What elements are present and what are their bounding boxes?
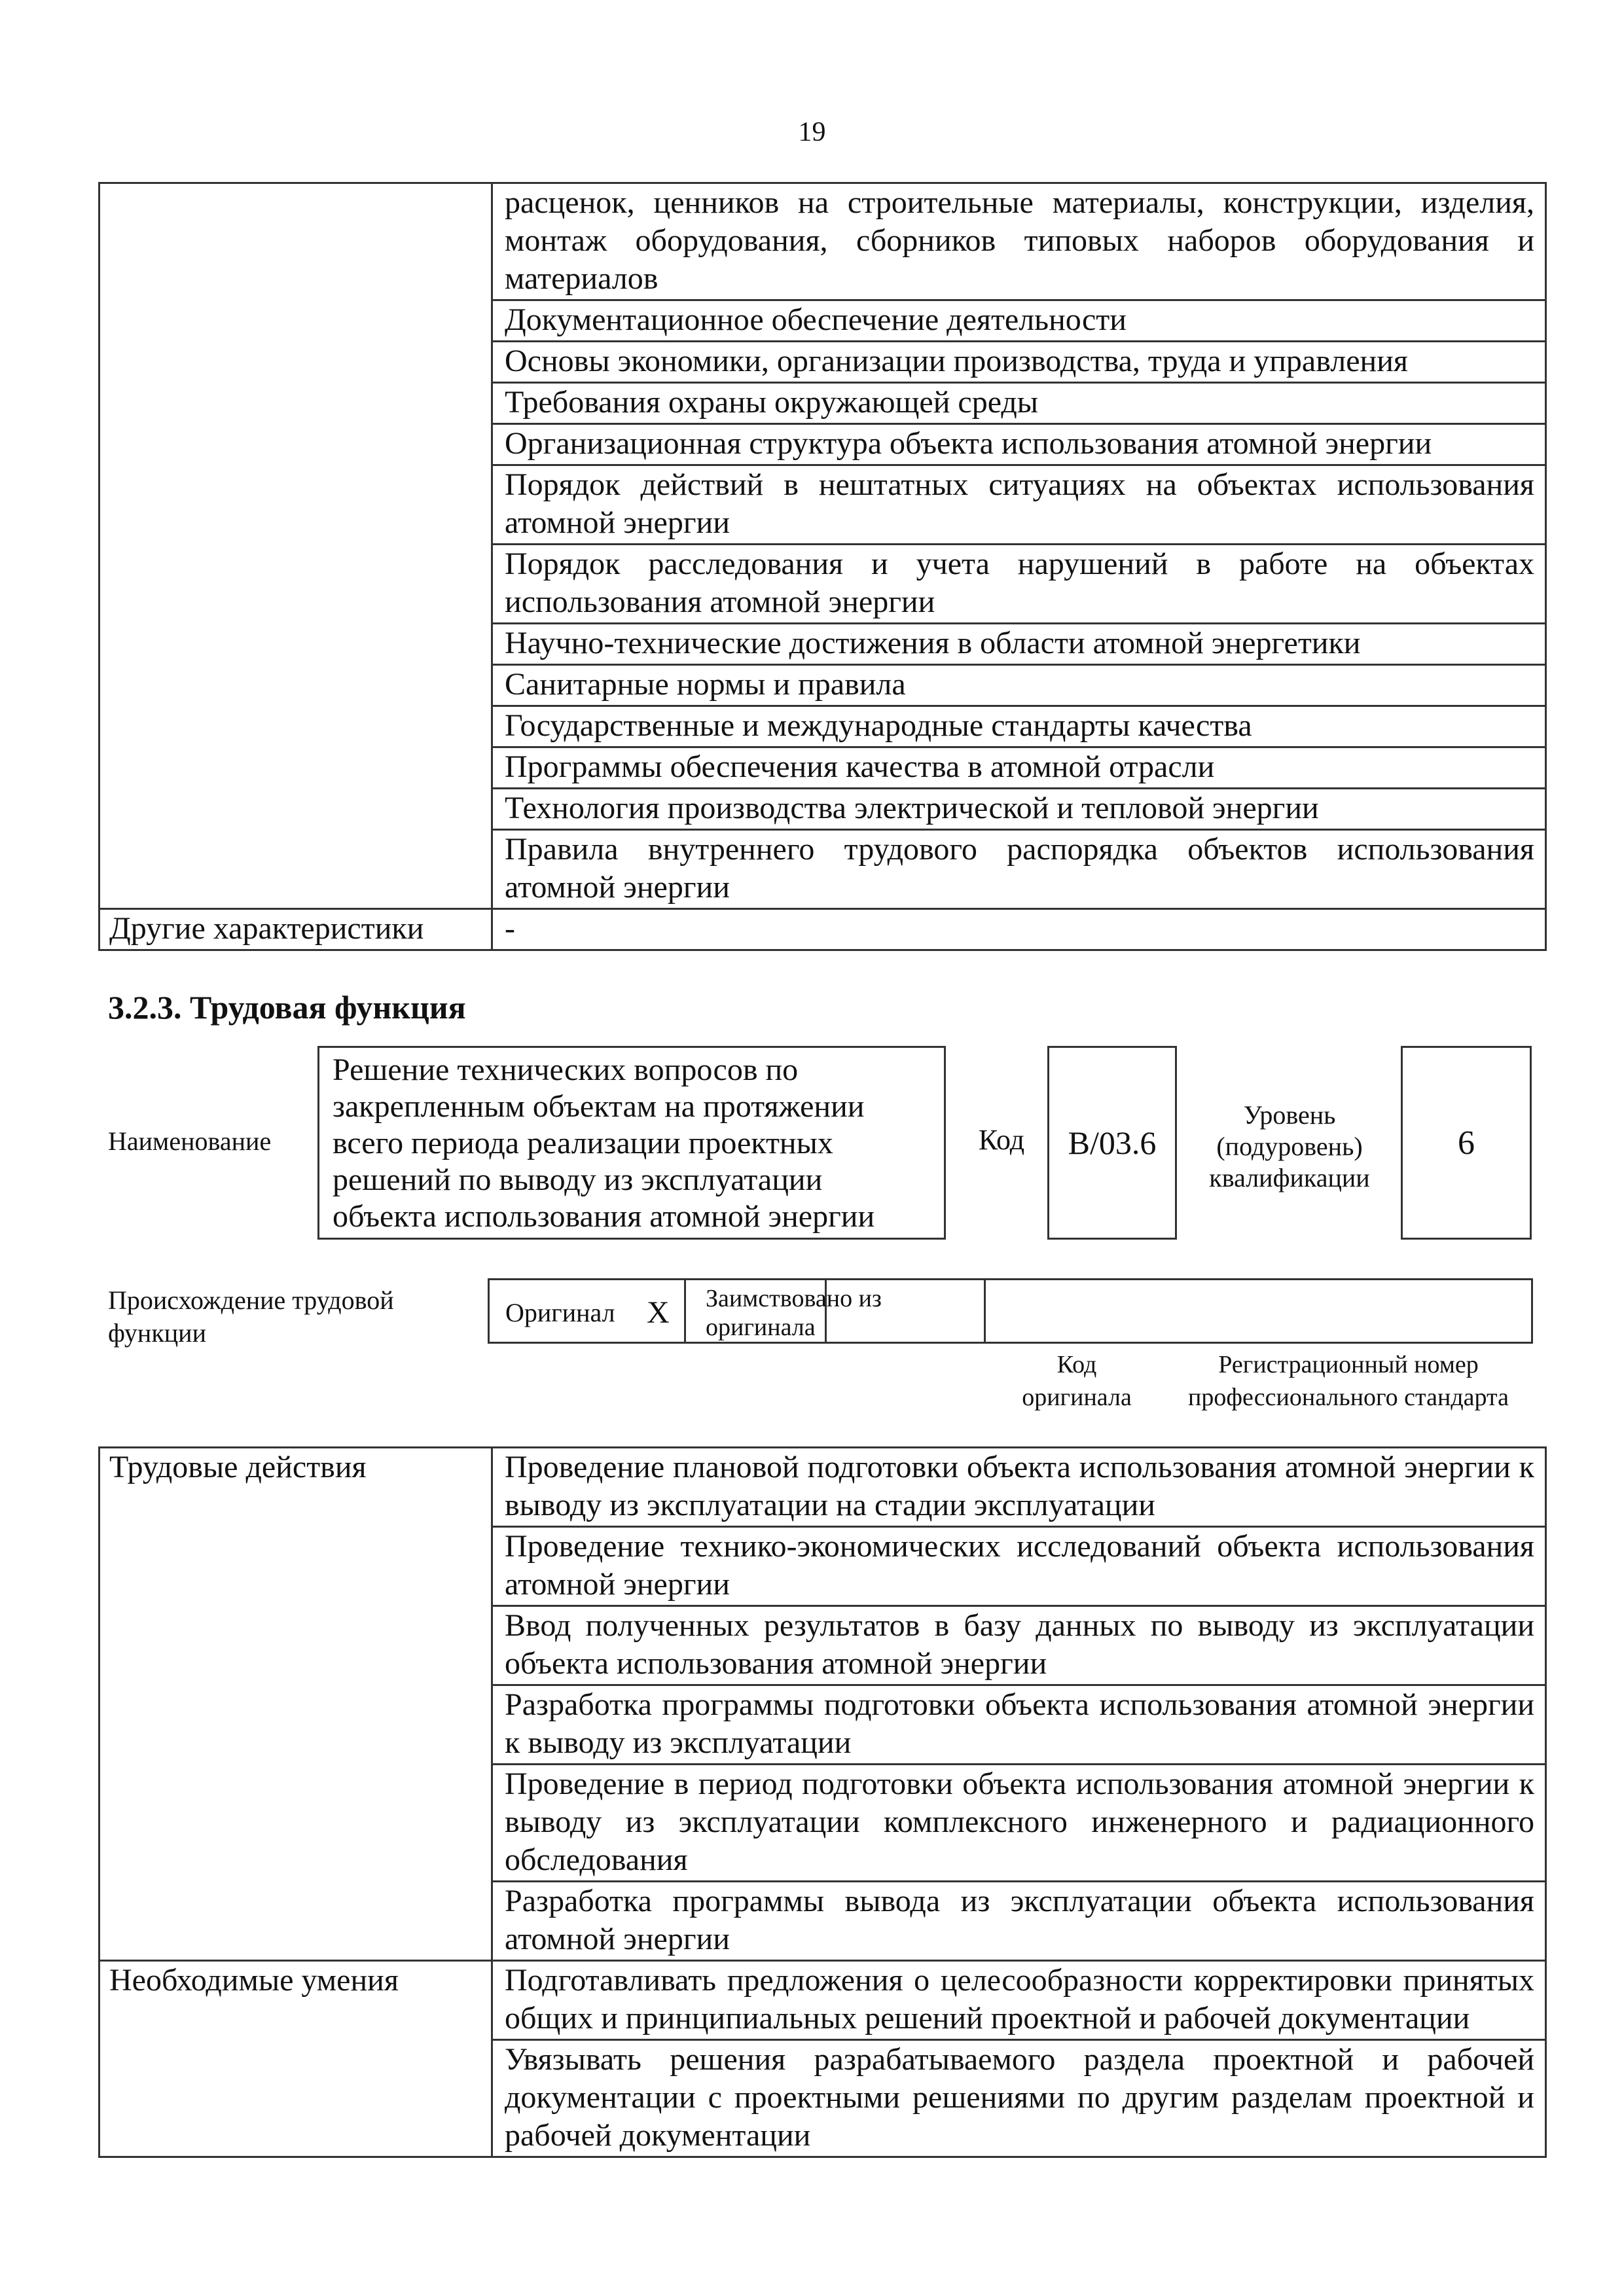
skill-item: Подготавливать предложения о целесообразности корректировки принятых общих и принципиальных решений проектной и рабочей документации xyxy=(492,1961,1546,2040)
action-item: Проведение плановой подготовки объекта использования атомной энергии к выводу из эксплуатации на стадии эксплуатации xyxy=(492,1448,1546,1527)
skills-label: Необходимые умения xyxy=(99,1961,492,2157)
knowledge-item: Порядок расследования и учета нарушений в работе на объектах использования атомной энергии xyxy=(492,545,1546,624)
other-characteristics-label: Другие характеристики xyxy=(99,909,492,950)
name-label: Наименование xyxy=(108,1126,272,1156)
action-item: Проведение в период подготовки объекта использования атомной энергии к выводу из эксплуатации комплексного инженерного и радиационного обследования xyxy=(492,1765,1546,1882)
knowledge-item: Организационная структура объекта использования атомной энергии xyxy=(492,424,1546,465)
code-value-box: В/03.6 xyxy=(1047,1046,1177,1240)
knowledge-item: Технология производства электрической и тепловой энергии xyxy=(492,789,1546,830)
origin-row xyxy=(488,1278,1533,1344)
original-mark: X xyxy=(647,1295,670,1330)
action-item: Ввод полученных результатов в базу данных по выводу из эксплуатации объекта использования атомной энергии xyxy=(492,1606,1546,1685)
reg-number-label: Регистрационный номер профессионального стандарта xyxy=(1188,1351,1509,1411)
knowledge-item: Научно-технические достижения в области атомной энергетики xyxy=(492,624,1546,665)
knowledge-item: Программы обеспечения качества в атомной отрасли xyxy=(492,747,1546,789)
knowledge-item: расценок, ценников на строительные материалы, конструкции, изделия, монтаж оборудования, сборников типовых наборов оборудования и материалов xyxy=(492,183,1546,300)
level-value-box: 6 xyxy=(1401,1046,1532,1240)
other-characteristics-value: - xyxy=(492,909,1546,950)
knowledge-item: Документационное обеспечение деятельности xyxy=(492,300,1546,342)
knowledge-item: Государственные и международные стандарты качества xyxy=(492,706,1546,747)
original-label: Оригинал xyxy=(505,1298,615,1327)
borrowed-label: Заимствовано из оригинала xyxy=(706,1285,882,1341)
knowledge-label-cell xyxy=(99,183,492,909)
action-item: Проведение технико-экономических исследований объекта использования атомной энергии xyxy=(492,1527,1546,1606)
reg-number-cell xyxy=(1147,1280,1533,1342)
section-title: 3.2.3. Трудовая функция xyxy=(108,989,466,1026)
action-item: Разработка программы подготовки объекта использования атомной энергии к выводу из эксплуатации xyxy=(492,1685,1546,1765)
actions-table xyxy=(98,1446,1547,2158)
actions-label: Трудовые действия xyxy=(99,1448,492,1961)
knowledge-table xyxy=(98,182,1547,951)
page-number: 19 xyxy=(798,117,826,147)
knowledge-item: Правила внутреннего трудового распорядка объектов использования атомной энергии xyxy=(492,830,1546,909)
origin-label: Происхождение трудовой функции xyxy=(108,1285,394,1348)
knowledge-item: Требования охраны окружающей среды xyxy=(492,383,1546,424)
knowledge-item: Основы экономики, организации производства, труда и управления xyxy=(492,342,1546,383)
level-label: Уровень (подуровень) квалификации xyxy=(1209,1100,1370,1193)
skill-item: Увязывать решения разрабатываемого раздела проектной и рабочей документации с проектными решениями по другим разделам проектной и рабочей документации xyxy=(492,2040,1546,2157)
function-name-box: Решение технических вопросов по закрепленным объектам на протяжении всего периода реализации проектных решений по выводу из эксплуатации объекта использования атомной энергии xyxy=(317,1046,946,1240)
code-label: Код xyxy=(978,1124,1025,1156)
knowledge-item: Порядок действий в нештатных ситуациях на объектах использования атомной энергии xyxy=(492,465,1546,545)
action-item: Разработка программы вывода из эксплуатации объекта использования атомной энергии xyxy=(492,1882,1546,1961)
knowledge-item: Санитарные нормы и правила xyxy=(492,665,1546,706)
code-original-label: Код оригинала xyxy=(1022,1351,1132,1411)
